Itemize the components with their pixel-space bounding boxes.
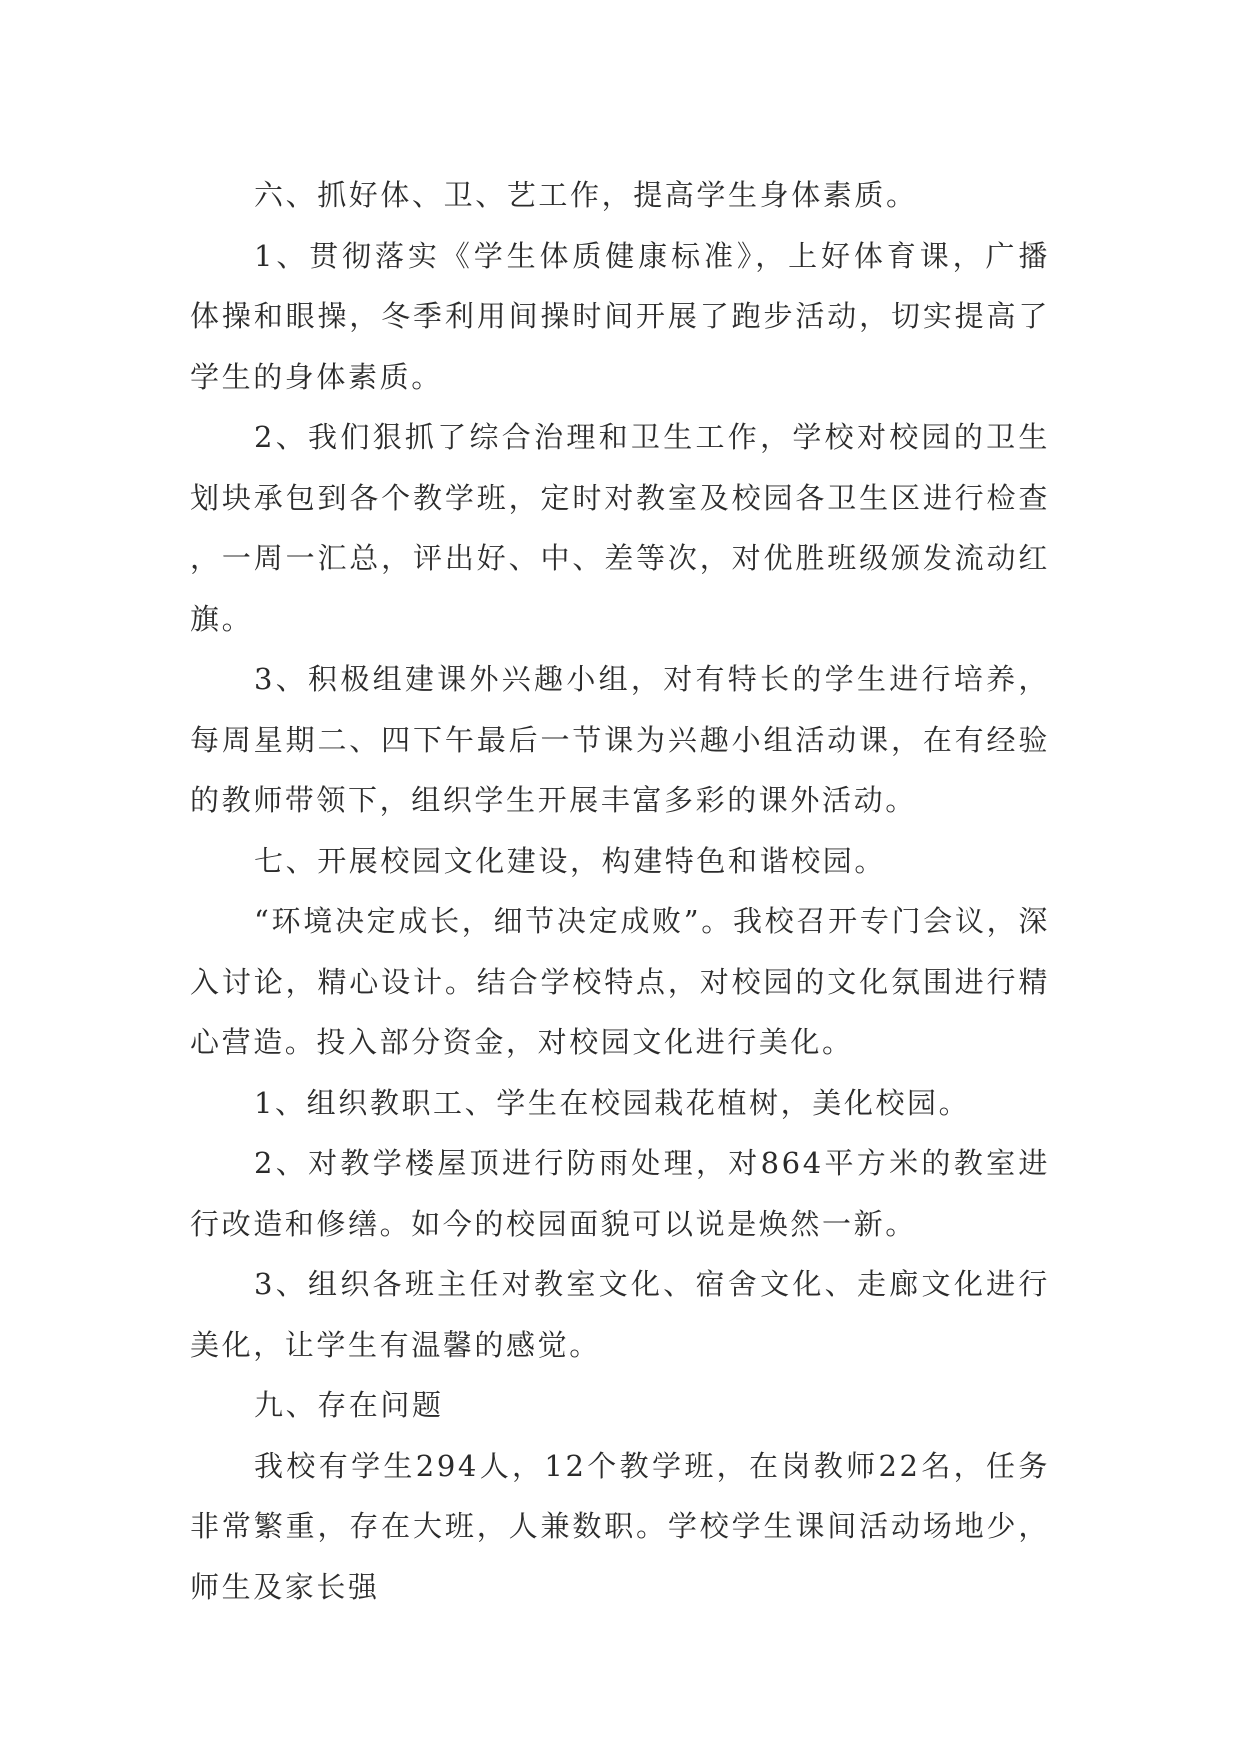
paragraph-planting-trees: 1、组织教职工、学生在校园栽花植树，美化校园。 xyxy=(254,1085,971,1120)
paragraph-fitness-standard: 1、贯彻落实《学生体质健康标准》，上好体育课，广播体操和眼操，冬季利用间操时间开展了跑步活动，切实提高了学生的身体素质。 xyxy=(190,238,1050,394)
section-heading-nine: 九、存在问题 xyxy=(254,1388,444,1422)
paragraph-classroom-culture: 3、组织各班主任对教室文化、宿舍文化、走廊文化进行美化，让学生有温馨的感觉。 xyxy=(190,1267,1050,1362)
paragraph-campus-culture: “环境决定成长，细节决定成败”。我校召开专门会议，深入讨论，精心设计。结合学校特点，对校园的文化氛围进行精心营造。投入部分资金，对校园文化进行美化。 xyxy=(190,904,1050,1059)
paragraph-interest-groups: 3、积极组建课外兴趣小组，对有特长的学生进行培养，每周星期二、四下午最后一节课为兴趣小组活动课，在有经验的教师带领下，组织学生开展丰富多彩的课外活动。 xyxy=(190,662,1050,817)
paragraph-roof-repair: 2、对教学楼屋顶进行防雨处理，对864平方米的教室进行改造和修缮。如今的校园面貌可以说是焕然一新。 xyxy=(190,1146,1050,1241)
document-body xyxy=(190,165,1050,1617)
section-heading-six: 六、抓好体、卫、艺工作，提高学生身体素质。 xyxy=(254,178,918,212)
section-heading-seven: 七、开展校园文化建设，构建特色和谐校园。 xyxy=(254,843,887,878)
paragraph-existing-problems: 我校有学生294人，12个教学班，在岗教师22名，任务非常繁重，存在大班，人兼数职。学校学生课间活动场地少，师生及家长强 xyxy=(190,1448,1050,1604)
paragraph-hygiene-work: 2、我们狠抓了综合治理和卫生工作，学校对校园的卫生划块承包到各个教学班，定时对教室及校园各卫生区进行检查，一周一汇总，评出好、中、差等次，对优胜班级颁发流动红旗。 xyxy=(190,420,1050,636)
